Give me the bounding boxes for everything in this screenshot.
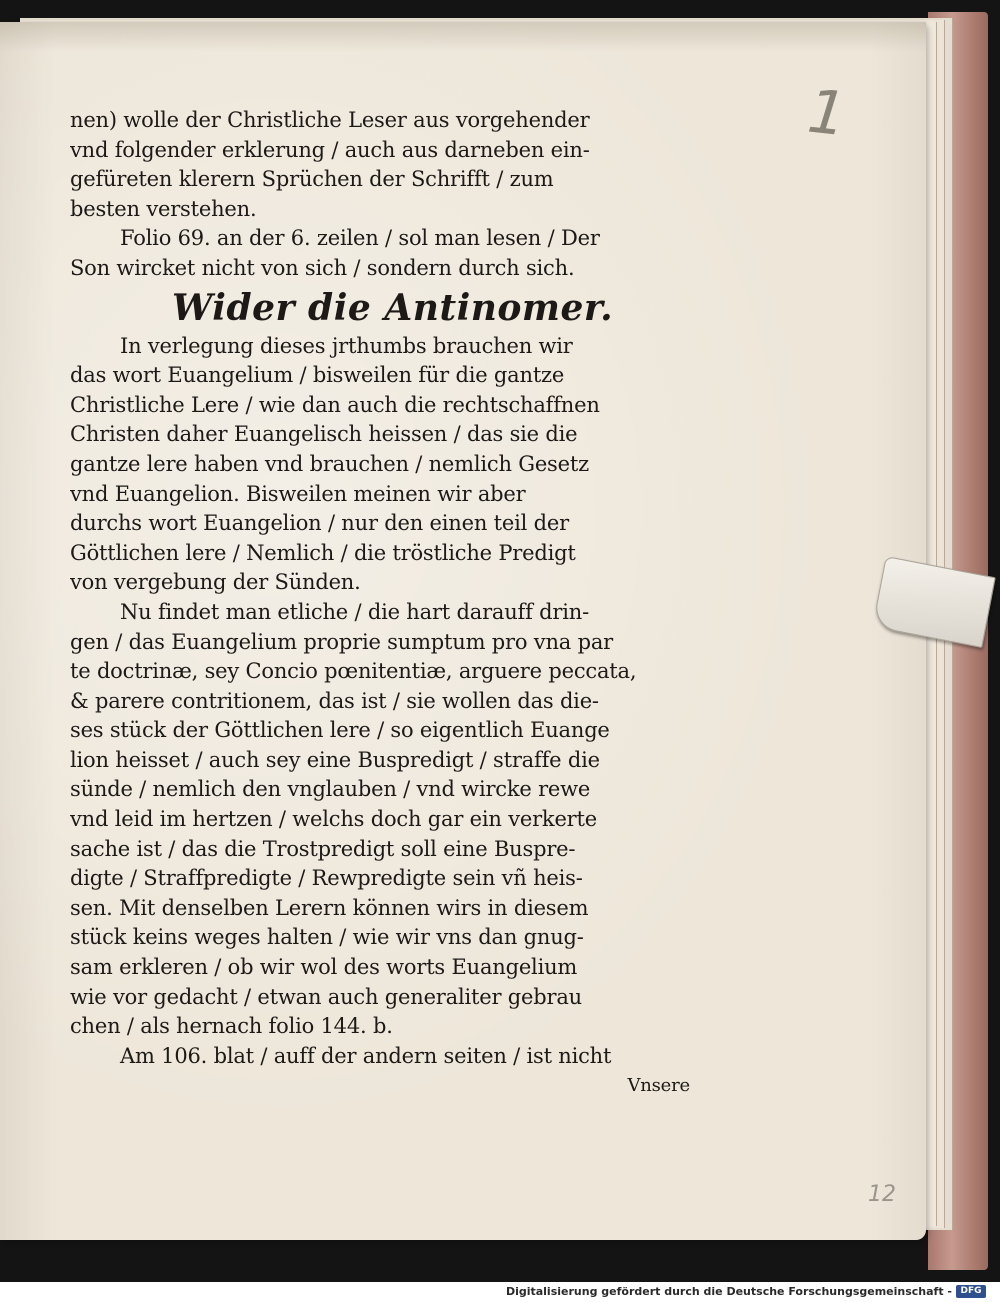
funding-notice: Digitalisierung gefördert durch die Deutsche Forschungsgemeinschaft - bbox=[505, 1285, 952, 1298]
page-curl-shadow bbox=[0, 22, 926, 52]
text-line: durchs wort Euangelion / nur den einen teil der bbox=[70, 511, 569, 536]
handwritten-archive-number: 12 bbox=[868, 1182, 896, 1207]
text-line: gantze lere haben vnd brauchen / nemlich Gesetz bbox=[70, 451, 589, 476]
section-heading: Wider die Antinomer. bbox=[172, 286, 614, 329]
text-line: das wort Euangelium / bisweilen für die gantze bbox=[70, 363, 565, 388]
text-line: digte / Straffpredigte / Rewpredigte sein vñ heis- bbox=[70, 866, 583, 891]
text-line: besten verstehen. bbox=[70, 196, 257, 221]
text-line: Am 106. blat / auff der andern seiten / ist nicht bbox=[120, 1043, 612, 1068]
text-line: vnd leid im hertzen / welchs doch gar ein verkerte bbox=[70, 807, 597, 832]
text-line: sam erkleren / ob wir wol des worts Euangelium bbox=[70, 955, 578, 980]
text-line: Christen daher Euangelisch heissen / das sie die bbox=[70, 422, 578, 447]
document-page bbox=[0, 22, 926, 1240]
text-line: gen / das Euangelium proprie sumptum pro vna par bbox=[70, 629, 613, 654]
dfg-logo: DFG bbox=[956, 1285, 986, 1298]
text-line: sen. Mit denselben Lerern können wirs in diesem bbox=[70, 895, 589, 920]
text-line: stück keins weges halten / wie wir vns dan gnug- bbox=[70, 925, 584, 950]
text-line: gefüreten klerern Sprüchen der Schrifft / zum bbox=[70, 167, 554, 192]
text-line: chen / als hernach folio 144. b. bbox=[70, 1014, 393, 1039]
text-line: wie vor gedacht / etwan auch generaliter gebrau bbox=[70, 984, 582, 1009]
text-line: Nu findet man etliche / die hart darauff drin- bbox=[120, 599, 589, 624]
text-line: sache ist / das die Trostpredigt soll eine Buspre- bbox=[70, 836, 576, 861]
text-line: Christliche Lere / wie dan auch die rechtschaffnen bbox=[70, 392, 600, 417]
text-line: vnd Euangelion. Bisweilen meinen wir aber bbox=[70, 481, 526, 506]
text-line: Son wircket nicht von sich / sondern durch sich. bbox=[70, 255, 575, 280]
text-line: Göttlichen lere / Nemlich / die tröstliche Predigt bbox=[70, 540, 576, 565]
text-line: & parere contritionem, das ist / sie wollen das die- bbox=[70, 688, 599, 713]
text-line: Folio 69. an der 6. zeilen / sol man lesen / Der bbox=[120, 226, 600, 251]
digitization-footer bbox=[0, 1282, 1000, 1302]
text-line: vnd folgender erklerung / auch aus darneben ein- bbox=[70, 137, 590, 162]
text-line: nen) wolle der Christliche Leser aus vorgehender bbox=[70, 108, 590, 132]
text-line: sünde / nemlich den vnglauben / vnd wircke rewe bbox=[70, 777, 591, 802]
text-line: ses stück der Göttlichen lere / so eigentlich Euange bbox=[70, 718, 610, 743]
text-line: von vergebung der Sünden. bbox=[70, 570, 361, 595]
text-body bbox=[70, 106, 690, 1101]
text-line: lion heisset / auch sey eine Buspredigt / straffe die bbox=[70, 747, 600, 772]
catchword: Vnsere bbox=[627, 1075, 690, 1097]
text-line: te doctrinæ, sey Concio pœnitentiæ, arguere peccata, bbox=[70, 659, 637, 684]
text-line: In verlegung dieses jrthumbs brauchen wir bbox=[120, 333, 573, 358]
handwritten-page-number: 1 bbox=[804, 76, 850, 151]
